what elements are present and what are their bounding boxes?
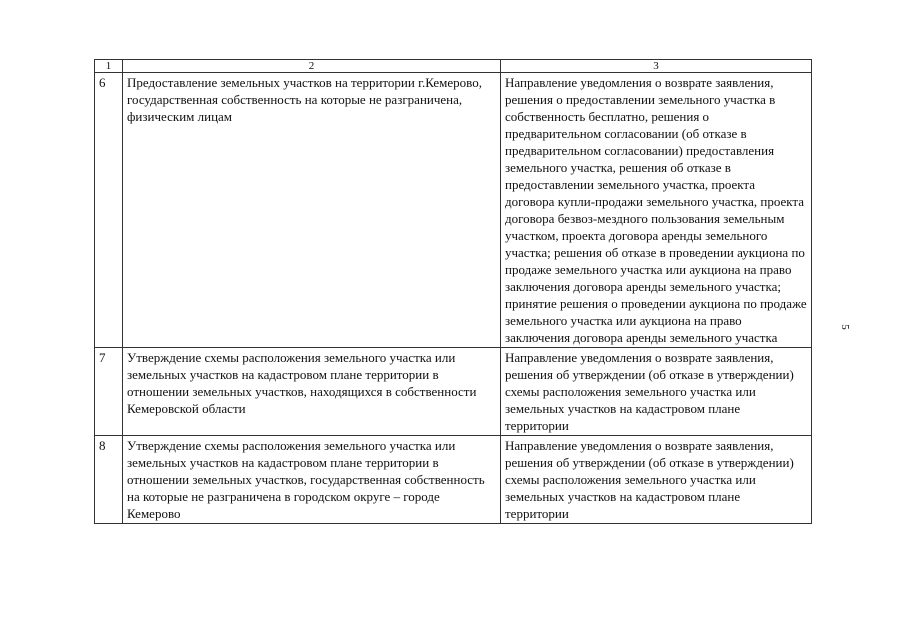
- service-name: Утверждение схемы расположения земельного участка или земельных участков на кадастровом плане территории в отношении земельных участков, государственная собственность на которые не разграничена в городском округе – городе Кемерово: [123, 436, 501, 524]
- services-table: [94, 59, 812, 524]
- table-row: [95, 73, 812, 348]
- service-name: Предоставление земельных участков на территории г.Кемерово, государственная собственность на которые не разграничена, физическим лицам: [123, 73, 501, 348]
- service-name: Утверждение схемы расположения земельного участка или земельных участков на кадастровом плане территории в отношении земельных участков, находящихся в собственности Кемеровской области: [123, 348, 501, 436]
- header-col-1: 1: [95, 60, 123, 73]
- table-row: [95, 348, 812, 436]
- table-row: [95, 436, 812, 524]
- page-number: 5: [838, 324, 851, 330]
- header-col-2: 2: [123, 60, 501, 73]
- row-number: 6: [95, 73, 123, 348]
- service-result: Направление уведомления о возврате заявления, решения об утверждении (об отказе в утверждении) схемы расположения земельного участка или земельных участков на кадастровом плане территории: [501, 348, 812, 436]
- row-number: 7: [95, 348, 123, 436]
- table-header-row: [95, 60, 812, 73]
- row-number: 8: [95, 436, 123, 524]
- service-result: Направление уведомления о возврате заявления, решения об утверждении (об отказе в утверждении) схемы расположения земельного участка или земельных участков на кадастровом плане территории: [501, 436, 812, 524]
- service-result: Направление уведомления о возврате заявления, решения о предоставлении земельного участка в собственность бесплатно, решения о предварительном согласовании (об отказе в предварительном согласовании) предоставления земельного участка, решения об отказе в предоставлении земельного участка, проекта договора купли-продажи земельного участка, проекта договора безвоз-мездного пользования земельным участком, проекта договора аренды земельного участка; решения об отказе в проведении аукциона по продаже земельного участка или аукциона на право заключения договора аренды земельного участка; принятие решения о проведении аукциона по продаже земельного участка или аукциона на право заключения договора аренды земельного участка: [501, 73, 812, 348]
- header-col-3: 3: [501, 60, 812, 73]
